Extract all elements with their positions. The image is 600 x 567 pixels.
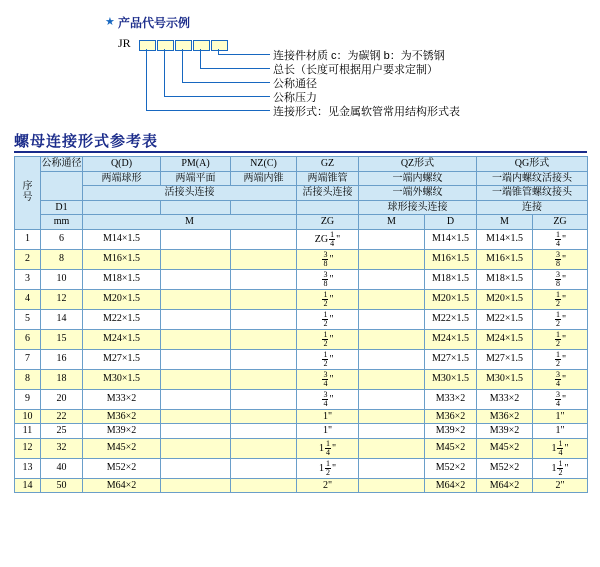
cell-nz [231, 409, 297, 424]
cell-q: M33×2 [83, 389, 161, 409]
cell-qg-zg: $\frac{1}{2}$ " [533, 309, 588, 329]
cell-index: 3 [15, 269, 41, 289]
cell-dn: 10 [41, 269, 83, 289]
header-group-q: Q(D) [83, 157, 161, 172]
cell-q: M52×2 [83, 458, 161, 478]
header-index: 序 号 [15, 157, 41, 230]
cell-qz-m [359, 389, 425, 409]
cell-qz-d: M64×2 [425, 478, 477, 493]
cell-dn: 25 [41, 424, 83, 439]
code-box-2 [157, 40, 174, 51]
nut-connection-table [14, 156, 588, 493]
cell-qz-d: M45×2 [425, 438, 477, 458]
cell-index: 1 [15, 229, 41, 249]
cell-pm [161, 309, 231, 329]
table-row [15, 349, 588, 369]
cell-dn: 50 [41, 478, 83, 493]
diagram-title: 产品代号示例 [118, 16, 191, 30]
cell-qg-m: M64×2 [477, 478, 533, 493]
cell-qg-zg: 1" [533, 424, 588, 439]
star-icon: ★ [105, 16, 115, 28]
cell-nz [231, 424, 297, 439]
page-title: 螺母连接形式参考表 [14, 133, 159, 150]
cell-qz-m [359, 249, 425, 269]
cell-q: M36×2 [83, 409, 161, 424]
table-row [15, 424, 588, 439]
cell-dn: 14 [41, 309, 83, 329]
cell-qg-zg: $\frac{1}{2}$ " [533, 329, 588, 349]
header-sub2-qg: 一端锥管螺纹接头 [477, 186, 588, 201]
cell-qz-d: M20×1.5 [425, 289, 477, 309]
leader-line-h4 [200, 68, 270, 69]
cell-qg-m: M45×2 [477, 438, 533, 458]
cell-pm [161, 289, 231, 309]
cell-dn: 20 [41, 389, 83, 409]
cell-qg-m: M14×1.5 [477, 229, 533, 249]
cell-qz-d: M30×1.5 [425, 369, 477, 389]
cell-qz-m [359, 438, 425, 458]
table-row [15, 249, 588, 269]
cell-qz-d: M39×2 [425, 424, 477, 439]
cell-qz-d: M14×1.5 [425, 229, 477, 249]
header-unit-qz-d: D [425, 215, 477, 230]
cell-qg-m: M30×1.5 [477, 369, 533, 389]
cell-dn: 12 [41, 289, 83, 309]
cell-gz: $\frac{3}{8}$ " [297, 269, 359, 289]
header-dn-d1: D1 [41, 200, 83, 215]
header-group-gz: GZ [297, 157, 359, 172]
header-unit-m: M [83, 215, 297, 230]
table-row [15, 289, 588, 309]
cell-pm [161, 389, 231, 409]
cell-gz: $\frac{3}{4}$ " [297, 369, 359, 389]
cell-gz: $\frac{3}{4}$ " [297, 389, 359, 409]
cell-qz-m [359, 329, 425, 349]
cell-qz-d: M22×1.5 [425, 309, 477, 329]
cell-nz [231, 438, 297, 458]
diagram-label-nominal-diameter: 公称通径 [273, 78, 317, 90]
table-header-row-5 [15, 215, 588, 230]
cell-gz: $\frac{3}{8}$ " [297, 249, 359, 269]
leader-line-h1 [146, 110, 270, 111]
cell-qz-d: M33×2 [425, 389, 477, 409]
cell-qg-m: M52×2 [477, 458, 533, 478]
header-sub3-qg: 连接 [477, 200, 588, 215]
cell-qg-m: M27×1.5 [477, 349, 533, 369]
table-row [15, 229, 588, 249]
cell-index: 8 [15, 369, 41, 389]
table-row [15, 389, 588, 409]
cell-nz [231, 478, 297, 493]
cell-qg-zg: 1" [533, 409, 588, 424]
code-prefix: JR [118, 36, 131, 50]
cell-qz-m [359, 424, 425, 439]
cell-qz-m [359, 409, 425, 424]
cell-qz-m [359, 229, 425, 249]
cell-pm [161, 458, 231, 478]
cell-nz [231, 269, 297, 289]
cell-pm [161, 409, 231, 424]
product-code-diagram [0, 0, 600, 128]
cell-qg-zg: $\frac{3}{8}$ " [533, 249, 588, 269]
cell-qg-zg: $\frac{1}{2}$ " [533, 349, 588, 369]
table-body [15, 229, 588, 493]
header-group-nz: NZ(C) [231, 157, 297, 172]
header-blank-pm [161, 200, 231, 215]
cell-qg-zg: 2" [533, 478, 588, 493]
cell-qz-d: M52×2 [425, 458, 477, 478]
cell-q: M18×1.5 [83, 269, 161, 289]
cell-dn: 22 [41, 409, 83, 424]
header-dn-sub [41, 171, 83, 200]
cell-pm [161, 329, 231, 349]
table-row [15, 269, 588, 289]
cell-dn: 16 [41, 349, 83, 369]
diagram-label-material: 连接件材质 c：为碳钢 b：为不锈钢 [273, 50, 445, 62]
cell-gz: 1 $\frac{1}{2}$ " [297, 458, 359, 478]
table-header-row-4 [15, 200, 588, 215]
header-group-qg: QG形式 [477, 157, 588, 172]
diagram-label-connection-type: 连接形式：见金属软管常用结构形式表 [273, 106, 460, 118]
table-row [15, 409, 588, 424]
cell-gz: ZG $\frac{1}{4}$ " [297, 229, 359, 249]
header-blank-nz [231, 200, 297, 215]
cell-pm [161, 229, 231, 249]
cell-pm [161, 369, 231, 389]
table-row [15, 458, 588, 478]
cell-qz-d: M18×1.5 [425, 269, 477, 289]
cell-q: M22×1.5 [83, 309, 161, 329]
header-blank-q [83, 200, 161, 215]
cell-qg-zg: $\frac{1}{4}$ " [533, 229, 588, 249]
cell-index: 12 [15, 438, 41, 458]
cell-qg-m: M16×1.5 [477, 249, 533, 269]
cell-gz: $\frac{1}{2}$ " [297, 289, 359, 309]
cell-qg-m: M33×2 [477, 389, 533, 409]
header-desc-gz: 两端锥管 [297, 171, 359, 186]
cell-index: 4 [15, 289, 41, 309]
table-header-row-2 [15, 171, 588, 186]
cell-qg-zg: $\frac{3}{4}$ " [533, 389, 588, 409]
cell-gz: $\frac{1}{2}$ " [297, 349, 359, 369]
cell-qg-m: M39×2 [477, 424, 533, 439]
title-divider [14, 151, 587, 153]
cell-gz: 2" [297, 478, 359, 493]
cell-q: M24×1.5 [83, 329, 161, 349]
cell-qg-zg: $\frac{3}{4}$ " [533, 369, 588, 389]
cell-q: M64×2 [83, 478, 161, 493]
cell-qg-m: M20×1.5 [477, 289, 533, 309]
cell-qz-m [359, 309, 425, 329]
table-header-row-1 [15, 157, 588, 172]
cell-nz [231, 309, 297, 329]
code-box-5 [211, 40, 228, 51]
header-unit-qz-m: M [359, 215, 425, 230]
cell-nz [231, 349, 297, 369]
cell-qg-zg: $\frac{1}{2}$ " [533, 289, 588, 309]
header-blank-gz [297, 200, 359, 215]
cell-nz [231, 458, 297, 478]
cell-index: 9 [15, 389, 41, 409]
cell-qz-m [359, 369, 425, 389]
header-desc-q: 两端球形 [83, 171, 161, 186]
cell-pm [161, 424, 231, 439]
cell-qg-zg: 1 $\frac{1}{2}$ " [533, 458, 588, 478]
cell-q: M16×1.5 [83, 249, 161, 269]
cell-qg-m: M18×1.5 [477, 269, 533, 289]
table-row [15, 329, 588, 349]
table-row [15, 438, 588, 458]
cell-qz-d: M24×1.5 [425, 329, 477, 349]
cell-qz-d: M36×2 [425, 409, 477, 424]
cell-nz [231, 329, 297, 349]
cell-qz-m [359, 478, 425, 493]
cell-pm [161, 269, 231, 289]
cell-index: 14 [15, 478, 41, 493]
header-sub3-qz: 球形接头连接 [359, 200, 477, 215]
header-dn-unit: mm [41, 215, 83, 230]
cell-qz-m [359, 458, 425, 478]
diagram-label-length: 总长（长度可根据用户要求定制） [273, 64, 438, 76]
cell-q: M14×1.5 [83, 229, 161, 249]
header-unit-qg-zg: ZG [533, 215, 588, 230]
header-sub2-left: 活接头连接 [83, 186, 297, 201]
cell-q: M39×2 [83, 424, 161, 439]
header-sub2-qz: 一端外螺纹 [359, 186, 477, 201]
header-desc-qg: 一端内螺纹活接头 [477, 171, 588, 186]
cell-gz: $\frac{1}{2}$ " [297, 329, 359, 349]
cell-pm [161, 438, 231, 458]
cell-qg-zg: 1 $\frac{1}{4}$ " [533, 438, 588, 458]
cell-nz [231, 289, 297, 309]
cell-nz [231, 229, 297, 249]
table-row [15, 478, 588, 493]
cell-index: 5 [15, 309, 41, 329]
cell-pm [161, 349, 231, 369]
leader-line-v3 [182, 49, 183, 83]
leader-line-v1 [146, 49, 147, 111]
code-box-1 [139, 40, 156, 51]
cell-index: 13 [15, 458, 41, 478]
table-row [15, 309, 588, 329]
header-unit-qg-m: M [477, 215, 533, 230]
diagram-label-nominal-pressure: 公称压力 [273, 92, 317, 104]
cell-dn: 15 [41, 329, 83, 349]
code-box-3 [175, 40, 192, 51]
table-row [15, 369, 588, 389]
cell-pm [161, 249, 231, 269]
cell-qg-m: M22×1.5 [477, 309, 533, 329]
header-sub2-gz: 活接头连接 [297, 186, 359, 201]
header-group-qz: QZ形式 [359, 157, 477, 172]
header-desc-qz: 一端内螺纹 [359, 171, 477, 186]
cell-qz-m [359, 269, 425, 289]
cell-dn: 32 [41, 438, 83, 458]
cell-qg-zg: $\frac{3}{8}$ " [533, 269, 588, 289]
cell-index: 10 [15, 409, 41, 424]
cell-nz [231, 249, 297, 269]
cell-q: M45×2 [83, 438, 161, 458]
cell-qz-m [359, 349, 425, 369]
cell-index: 2 [15, 249, 41, 269]
cell-qg-m: M36×2 [477, 409, 533, 424]
cell-dn: 18 [41, 369, 83, 389]
header-unit-zg: ZG [297, 215, 359, 230]
header-group-pm: PM(A) [161, 157, 231, 172]
cell-index: 11 [15, 424, 41, 439]
code-box-4 [193, 40, 210, 51]
cell-pm [161, 478, 231, 493]
header-dn-title: 公称通径 [41, 158, 82, 169]
cell-q: M20×1.5 [83, 289, 161, 309]
cell-q: M30×1.5 [83, 369, 161, 389]
cell-gz: $\frac{1}{2}$ " [297, 309, 359, 329]
cell-dn: 40 [41, 458, 83, 478]
leader-line-h3 [182, 82, 270, 83]
cell-qz-d: M27×1.5 [425, 349, 477, 369]
header-desc-nz: 两端内锥 [231, 171, 297, 186]
cell-qz-m [359, 289, 425, 309]
cell-dn: 8 [41, 249, 83, 269]
cell-gz: 1" [297, 409, 359, 424]
leader-line-h2 [164, 96, 270, 97]
cell-index: 7 [15, 349, 41, 369]
cell-qz-d: M16×1.5 [425, 249, 477, 269]
cell-q: M27×1.5 [83, 349, 161, 369]
cell-index: 6 [15, 329, 41, 349]
table-header [15, 157, 588, 230]
cell-nz [231, 389, 297, 409]
table-header-row-3 [15, 186, 588, 201]
header-desc-pm: 两端平面 [161, 171, 231, 186]
leader-line-h5 [218, 54, 270, 55]
cell-nz [231, 369, 297, 389]
leader-line-v2 [164, 49, 165, 97]
leader-line-v4 [200, 49, 201, 69]
cell-dn: 6 [41, 229, 83, 249]
cell-gz: 1 $\frac{1}{4}$ " [297, 438, 359, 458]
cell-qg-m: M24×1.5 [477, 329, 533, 349]
cell-gz: 1" [297, 424, 359, 439]
